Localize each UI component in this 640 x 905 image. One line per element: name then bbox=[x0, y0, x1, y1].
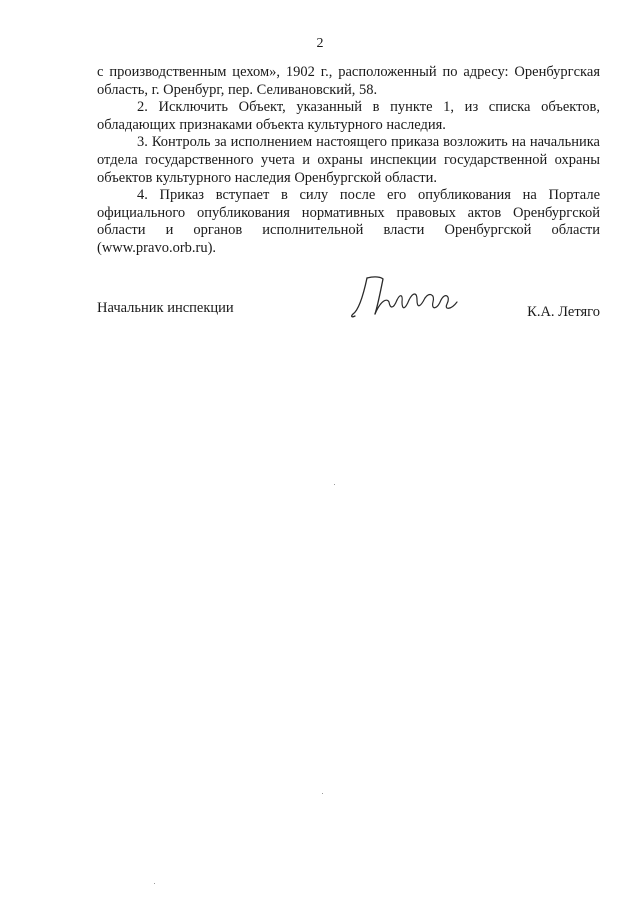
signatory-name: К.А. Летяго bbox=[527, 304, 600, 320]
scan-speck bbox=[154, 883, 155, 884]
scan-speck bbox=[322, 793, 323, 794]
scan-speck bbox=[334, 484, 335, 485]
paragraph-item-3: 3. Контроль за исполнением настоящего приказа возложить на начальника отдела государственного учета и охраны инспекции государственной охраны объектов культурного наследия Оренбургской области. bbox=[97, 134, 600, 186]
paragraph-item-4: 4. Приказ вступает в силу после его опубликования на Портале официального опубликования нормативных правовых актов Оренбургской области и органов исполнительной власти Оренбургской области (www.pravo.orb.ru). bbox=[97, 187, 600, 256]
handwritten-signature bbox=[347, 270, 467, 326]
paragraph-continuation: с производственным цехом», 1902 г., расположенный по адресу: Оренбургская область, г. Оренбург, пер. Селивановский, 58. bbox=[97, 64, 600, 98]
page-number: 2 bbox=[316, 36, 324, 51]
document-body bbox=[97, 64, 600, 258]
signature-block bbox=[97, 270, 600, 330]
paragraph-item-2: 2. Исключить Объект, указанный в пункте 1, из списка объектов, обладающих признаками объекта культурного наследия. bbox=[97, 99, 600, 133]
signatory-title: Начальник инспекции bbox=[97, 300, 234, 316]
